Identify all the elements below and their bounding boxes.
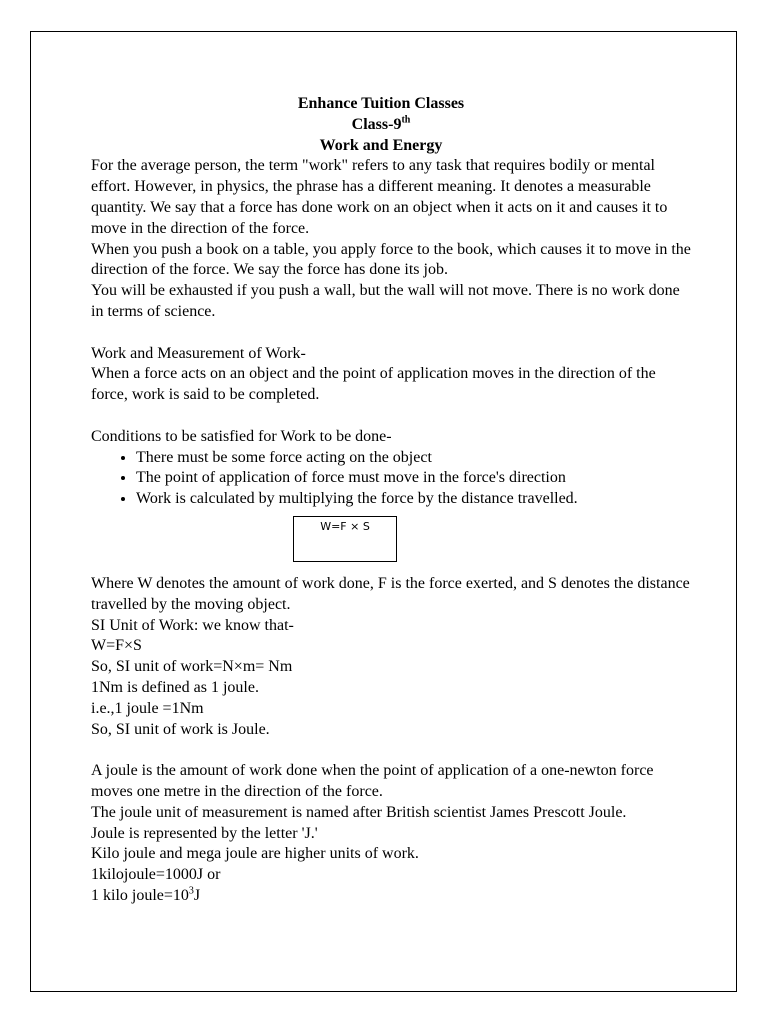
kilo-joule-line: [91, 886, 691, 907]
joule-line: A joule is the amount of work done when the point of application of a one-newton force moves one metre in the direction of the force.: [91, 762, 654, 800]
list-item: • The point of application of force must move in the force's direction: [136, 468, 691, 489]
document-body: [91, 94, 691, 907]
si-unit-line: i.e.,1 joule =1Nm: [91, 699, 204, 717]
document-header: [71, 94, 691, 156]
si-unit-line: So, SI unit of work is Joule.: [91, 720, 270, 738]
kilo-prefix: 1 kilo joule=10: [91, 886, 189, 904]
measurement-heading: Work and Measurement of Work-: [91, 344, 306, 362]
si-unit-line: 1Nm is defined as 1 joule.: [91, 678, 259, 696]
topic-title: Work and Energy: [319, 136, 443, 154]
class-prefix: Class-9: [351, 115, 402, 133]
class-title: [71, 115, 691, 136]
measurement-text: When a force acts on an object and the point of application moves in the direction of the force, work is said to be completed.: [91, 365, 656, 404]
si-unit-line: SI Unit of Work: we know that-: [91, 616, 294, 634]
formula-box: W=F × S: [293, 516, 397, 562]
institute-title: Enhance Tuition Classes: [297, 95, 465, 112]
kilo-sup: 3: [188, 885, 194, 897]
intro-paragraph: You will be exhausted if you push a wall, but the wall will not move. There is no work done in terms of science.: [91, 282, 680, 320]
list-item: • There must be some force acting on the object: [136, 448, 691, 469]
joule-line: Joule is represented by the letter 'J.': [91, 824, 318, 842]
class-sup: th: [401, 114, 411, 126]
si-unit-line: W=F×S: [91, 637, 142, 655]
joule-line: Kilo joule and mega joule are higher units of work.: [91, 845, 419, 863]
intro-paragraph: For the average person, the term "work" refers to any task that requires bodily or mental effort. However, in physics, the phrase has a different meaning. It denotes a measurable quantity. We say that a force has done work on an object when it acts on it and causes it to move in the direction of the force.: [91, 157, 668, 237]
joule-line: 1kilojoule=1000J or: [91, 866, 221, 884]
si-unit-line: So, SI unit of work=N×m= Nm: [91, 658, 293, 676]
kilo-suffix: J: [193, 886, 201, 904]
conditions-list: [91, 448, 691, 510]
si-unit-line: Where W denotes the amount of work done, F is the force exerted, and S denotes the distance travelled by the moving object.: [91, 574, 690, 613]
list-item: • Work is calculated by multiplying the force by the distance travelled.: [136, 489, 691, 510]
conditions-heading: Conditions to be satisfied for Work to be done-: [91, 427, 392, 445]
intro-paragraph: When you push a book on a table, you apply force to the book, which causes it to move in the direction of the force. We say the force has done its job.: [91, 240, 691, 279]
joule-line: The joule unit of measurement is named after British scientist James Prescott Joule.: [91, 803, 627, 821]
